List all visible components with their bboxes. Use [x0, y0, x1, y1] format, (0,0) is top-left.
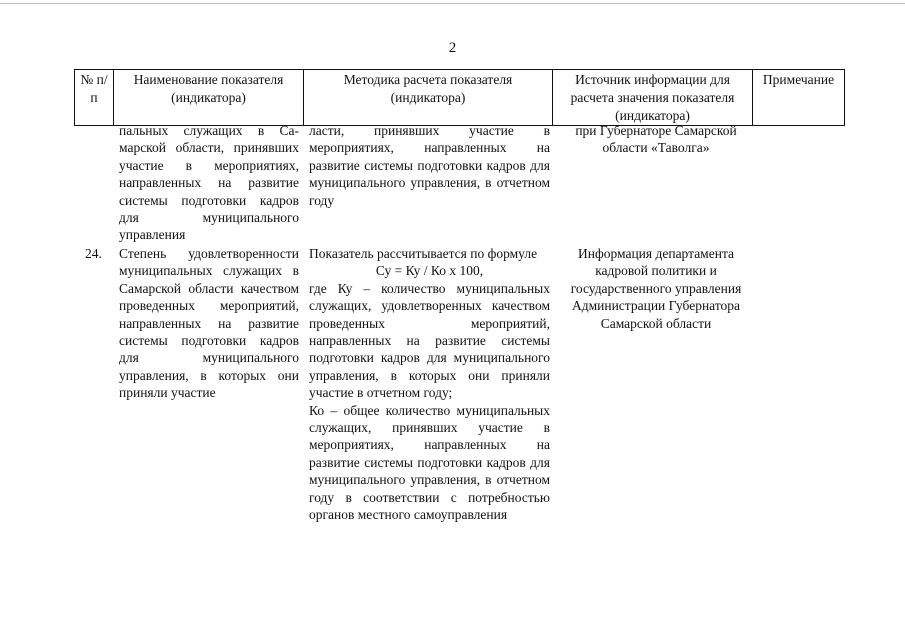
row24-method-intro: Показатель рассчитывается по формуле [309, 246, 538, 261]
scan-edge-line [0, 3, 905, 4]
header-note: Примечание [753, 70, 845, 126]
cont-name-text: пальных служащих в Са-марской области, принявших участие в мероприятиях, направленных на развитие системы подготовки кадров для муниципального управления [119, 123, 299, 243]
cont-source-text: при Губернаторе Самарской области «Таволга» [575, 123, 737, 156]
header-name: Наименование показателя (индикатора) [114, 70, 304, 126]
page-number: 2 [448, 40, 457, 56]
row24-source-cell [566, 245, 746, 332]
row24-method-ku: где Ку – количество муниципальных служащих, удовлетворенных качеством проведенных мероприятий, направленных на развитие системы подготовки кадров для муниципального управления, в которых они приняли участие в отчетном году; [309, 280, 550, 401]
indicators-table [74, 69, 844, 126]
cont-method-cell [309, 122, 550, 209]
row24-formula: Су = Ку / Ко х 100, [375, 263, 484, 279]
cont-method-text: ласти, принявших участие в мероприятиях, направленных на развитие системы подготовки кадров для муниципального управления, в отчетном году [309, 123, 550, 208]
header-source: Источник информации для расчета значения показателя (индикатора) [553, 70, 753, 126]
table-header [74, 69, 845, 126]
cont-name-cell [119, 122, 299, 244]
row24-source-text: Информация департамента кадровой политики и государственного управления Администрации Губернатора Самарской области [570, 246, 742, 331]
row24-name-text: Степень удовлетворенности муниципальных служащих в Самарской области качеством проведенных мероприятий, направленных на развитие системы подготовки кадров для муниципального управления, в которых они приняли участие [119, 246, 299, 401]
header-method: Методика расчета показателя (индикатора) [304, 70, 553, 126]
row24-number: 24. [85, 246, 102, 261]
row24-name-cell [119, 245, 299, 402]
row24-method-cell [309, 245, 550, 524]
header-number: № п/п [75, 70, 114, 126]
cont-source-cell [566, 122, 746, 157]
row24-method-ko: Ко – общее количество муниципальных служащих, принявших участие в мероприятиях, направленных на развитие системы подготовки кадров для муниципального управления, в отчетном году в соответствии с потребностью органов местного самоуправления [309, 402, 550, 523]
